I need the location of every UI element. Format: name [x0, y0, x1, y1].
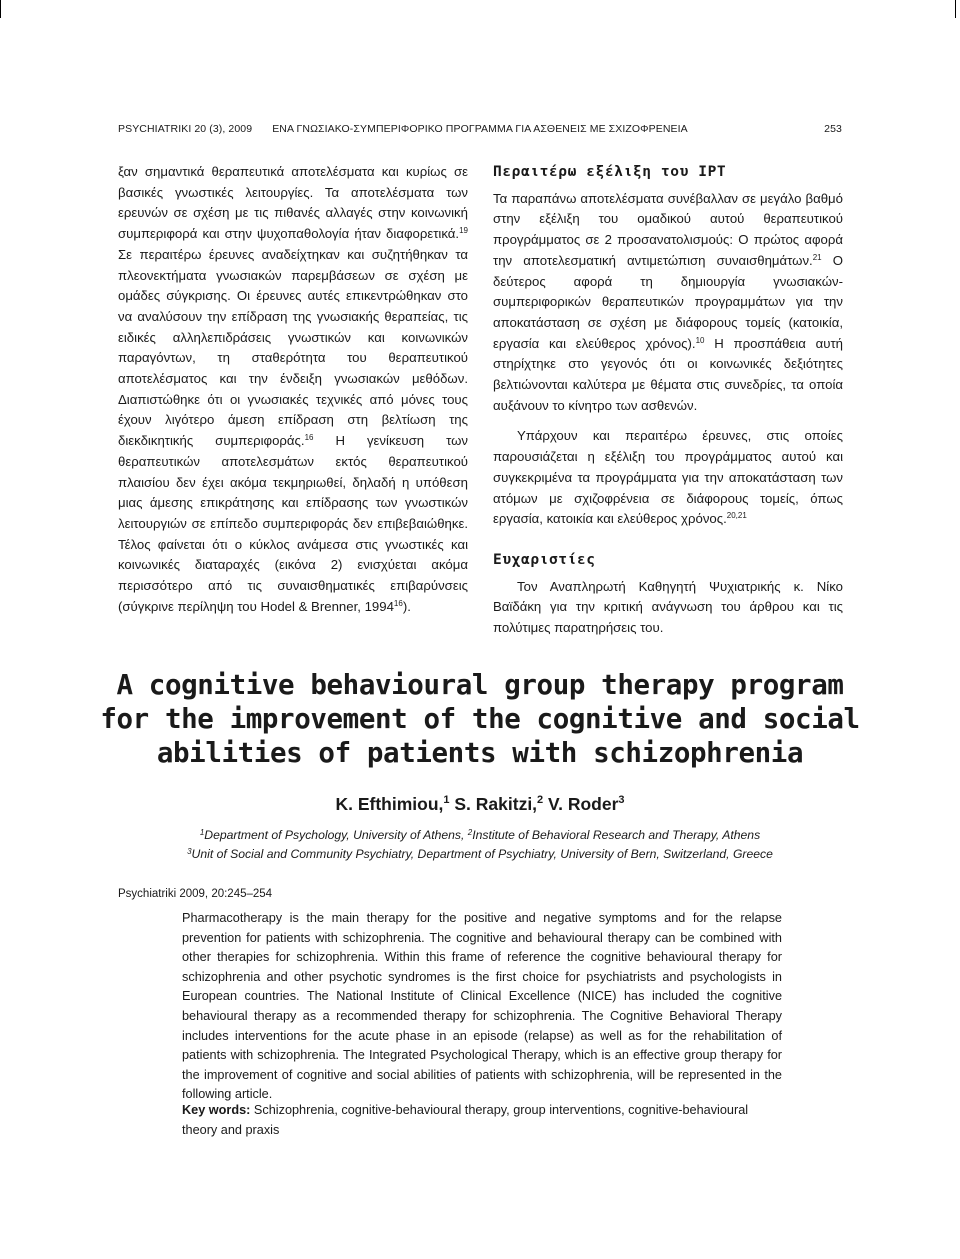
title-line: for the improvement of the cognitive and social: [100, 703, 860, 735]
author-list: [90, 794, 870, 815]
text-run: Η προσπάθεια αυτή στηρίχτηκε στο γεγονός ότι οι κοινωνικές δεξιότητες βελτιώνονται καλύτερα με θέματα στις συνεδρίες, τα οποία αυξάνουν το κίνητρο των ασθενών.: [493, 335, 843, 413]
crop-mark-left: [0, 0, 1, 18]
journal-issue: PSYCHIATRIKI 20 (3), 2009: [118, 123, 253, 135]
paragraph: [493, 426, 843, 530]
article-title: [90, 668, 870, 770]
running-head: [118, 123, 842, 139]
keywords: [182, 1101, 782, 1140]
paragraph: [493, 189, 843, 417]
title-line: A cognitive behavioural group therapy program: [116, 669, 844, 701]
affiliation-marker: 1: [443, 794, 450, 806]
abstract-text: Pharmacotherapy is the main therapy for the positive and negative symptoms and for the relapse prevention for patients with schizophrenia. The cognitive and behavioural therapy can be combined with other therapies for schizophrenia. Within this frame of reference the cognitive behavioural therapy for schizophrenia and other psychotic syndromes is the first choice for psychiatrists and psychologists in European countries. The National Institute of Clinical Excellence (NICE) has included the cognitive behavioural therapy as a recommended therapy for schizophrenia. The Cognitive Behavioral Therapy includes interventions for the acute phase in an episode (relapse) as well as for the rehabilitation of patients with schizophrenia. The Integrated Psychological Therapy, which is an effective group therapy for the improvement of cognitive and social abilities of patients with schizophrenia, will be represented in the following article.: [182, 911, 782, 1102]
author-name: V. Roder: [543, 794, 619, 814]
running-title: ΕΝΑ ΓΝΩΣΙΑΚΟ-ΣΥΜΠΕΡΙΦΟΡΙΚΟ ΠΡΟΓΡΑΜΜΑ ΓΙΑ ΑΣΘΕΝΕΙΣ ΜΕ ΣΧΙΖΟΦΡΕΝΕΙΑ: [272, 123, 688, 135]
text-run: Σε περαιτέρω έρευνες αναδείχτηκαν και συζητήθηκαν τα πλεονεκτήματα γνωσιακών παρεμβάσεων σε σχέση με ομάδες σύγκρισης. Οι έρευνες αυτές επικεντρώθηκαν στο να αναλύσουν την επίδραση της γνωσιακής θεραπείας, τις ειδικές αλληλεπιδράσεις γνωστικών και κοινωνικών παραγόντων, τη σταθερότητα του θεραπευτικού αποτελέσματος και την ένδειξη γνωσιακών μεθόδων. Διαπιστώθηκε ότι οι γνωσιακές τεχνικές από μόνες τους έχουν λιγότερο άμεση επίδραση στη βελτίωση της διεκδικητικής συμπεριφοράς.: [118, 246, 468, 449]
reference-superscript: 19: [459, 226, 468, 236]
acknowledgements-text: Τον Αναπληρωτή Καθηγητή Ψυχιατρικής κ. Νίκο Βαϊδάκη για την κριτική ανάγνωση του άρθρου και τις πολύτιμες παρατηρήσεις του.: [493, 578, 843, 636]
affiliation-marker: 3: [618, 794, 625, 806]
text-run: ξαν σημαντικά θεραπευτικά αποτελέσματα και κυρίως σε βασικές γνωστικές λειτουργίες. Τα αποτελέσματα των ερευνών σε σχέση με τις πιθανές αλλαγές στην κοινωνική συμπεριφορά και στην ψυχοπαθολογία ήταν διαφορετικά.: [118, 164, 468, 242]
paragraph: [118, 162, 468, 617]
page-number: 253: [824, 123, 842, 135]
affiliation-marker: 1: [199, 828, 205, 837]
affiliation-marker: 2: [537, 794, 544, 806]
text-run: Ο δεύτερος αφορά τη δημιουργία γνωσιακών-συμπεριφορικών θεραπευτικών προγραμμάτων για την αποκατάσταση σε σχέση με διάφορους τομείς (κατοικία, εργασία και ελεύθερος χρόνος).: [493, 252, 844, 351]
affiliations: [60, 826, 900, 864]
acknowledgements-heading: Ευχαριστίες: [493, 551, 596, 568]
affiliation-text: Unit of Social and Community Psychiatry, Department of Psychiatry, University of Bern, Switzerland, Greece: [191, 847, 773, 861]
title-line: abilities of patients with schizophrenia: [156, 737, 804, 769]
left-column: [118, 162, 468, 617]
text-run: Υπάρχουν και περαιτέρω έρευνες, στις οποίες παρουσιάζεται η εξέλιξη του προγράμματος αυτού και συγκεκριμένα τα προγράμματα για την αποκατάσταση των ατόμων με σχιζοφρένεια σε διάφορους τομείς, όπως εργασία, κατοικία και ελεύθερος χρόνος.: [493, 428, 843, 527]
text-run: Τα παραπάνω αποτελέσματα συνέβαλλαν σε μεγάλο βαθμό στην εξέλιξη του ομαδικού αυτού θεραπευτικού προγράμματος σε 2 προσανατολισμούς: Ο πρώτος αφορά την αποτελεσματική αντιμετώπιση συναισθημάτων.: [493, 190, 843, 268]
author-name: K. Efthimiou,: [335, 794, 444, 814]
citation-line: Psychiatriki 2009, 20:245‒254: [118, 888, 273, 900]
affiliation-line: [60, 826, 900, 845]
affiliation-line: [60, 845, 900, 864]
keywords-text: Schizophrenia, cognitive-behavioural therapy, group interventions, cognitive-behavioural theory and praxis: [182, 1103, 749, 1137]
right-column: [493, 162, 843, 639]
crop-mark-right: [955, 0, 956, 18]
text-run: Η γενίκευση των θεραπευτικών αποτελεσμάτων εκτός θεραπευτικού πλαισίου δεν έχει ακόμα τεκμηριωθεί, δηλαδή η υπόθεση μιας άμεσης επικράτησης και επίδρασης των γνωστικών λειτουργιών σε επίπεδο συμπεριφοράς δεν επιβεβαιώθηκε. Τέλος φαίνεται ότι ο κύκλος ανάμεσα στις γνωστικές και κοινωνικές διαταραχές (εικόνα 2) ενισχύεται ακόμα περισσότερο από τις συναισθηματικές επιβαρύνσεις (σύγκρινε περίληψη του Hodel & Brenner, 1994: [118, 433, 468, 614]
reference-superscript: 10: [695, 335, 705, 345]
text-run: ).: [402, 598, 411, 614]
affiliation-text: Department of Psychology, University of Athens,: [204, 828, 468, 842]
reference-superscript: 21: [812, 252, 822, 262]
keywords-label: Key words:: [182, 1103, 251, 1117]
reference-superscript: 16: [304, 433, 314, 443]
author-name: S. Rakitzi,: [449, 794, 538, 814]
reference-superscript: 20,21: [726, 511, 747, 521]
affiliation-marker: 3: [187, 847, 192, 856]
affiliation-text: Institute of Behavioral Research and Therapy, Athens: [472, 828, 761, 842]
affiliation-marker: 2: [467, 828, 473, 837]
section-heading: Περαιτέρω εξέλιξη του IPT: [493, 164, 727, 180]
reference-superscript: 16: [393, 598, 403, 608]
